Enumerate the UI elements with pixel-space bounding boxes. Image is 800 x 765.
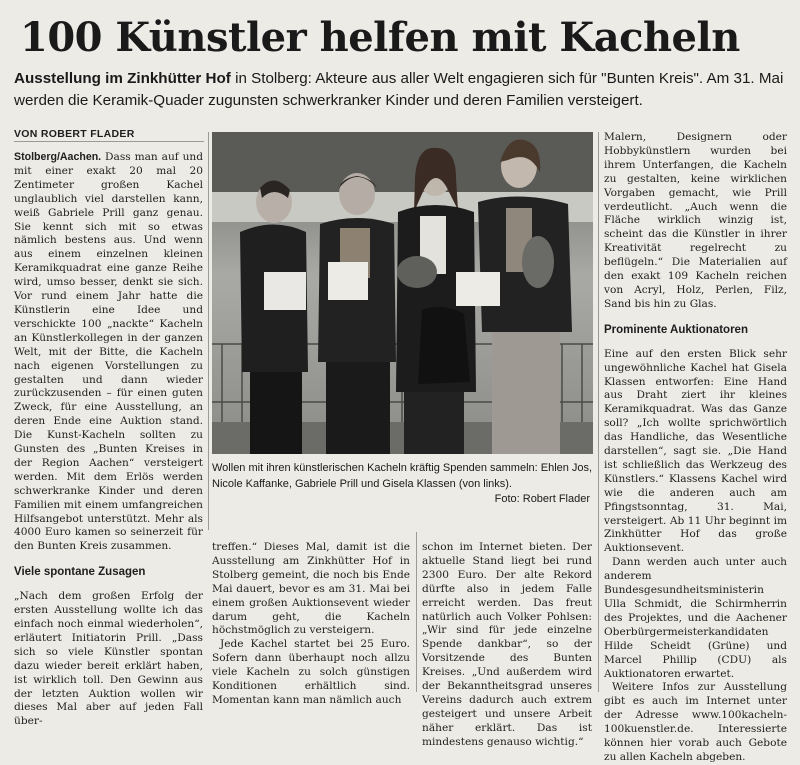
article-column-4: [604, 131, 787, 765]
article-column-2: [212, 541, 410, 708]
subhead-bold: Ausstellung im Zinkhütter Hof: [14, 70, 231, 87]
column-rule: [598, 132, 599, 692]
paragraph: „Nach dem großen Erfolg der ersten Ausstellung wollte ich das einfach noch einmal wiederholen“, erläutert Initiatorin Prill. „Dass sich so viele Künstler spontan dazu wieder bereit erklärt haben, ist wirklich toll. Den Gewinn aus der letzten Auktion wollen wir dieses Mal aber auf jeden Fall über-: [14, 590, 203, 728]
article-photo: [212, 132, 593, 454]
column-rule: [416, 532, 417, 692]
photo-caption: [212, 461, 600, 508]
caption-text: Wollen mit ihren künstlerischen Kacheln kräftig Spenden sammeln: Ehlen Jos, Nicole Kaffanke, Gabriele Prill und Gisela Klassen (von links).: [212, 462, 593, 490]
headline: 100 Künstler helfen mit Kacheln: [20, 14, 740, 61]
dateline: Stolberg/Aachen.: [14, 151, 102, 163]
section-heading: Prominente Auktionatoren: [604, 323, 748, 336]
subheadline: [14, 68, 790, 112]
paragraph: Weitere Infos zur Ausstellung gibt es auch im Internet unter der Adresse www.100kacheln-100kuenstler.de. Interessierte können hier vorab auch Gebote zu allen Kacheln abgeben.: [604, 681, 787, 763]
paragraph: Eine auf den ersten Blick sehr ungewöhnliche Kachel hat Gisela Klassen entworfen: Eine Hand aus Draht ziert ihr kleines Keramikquadrat. Was das Ganze soll? „Ich wollte sprichwörtlich das Handliche, das Wesentliche darstellen“, sagt sie. „Die Hand ist schließlich das Werkzeug des Künstlers.“ Klassens Kachel wird wie die anderen auch am Pfingstsonntag, 31. Mai, versteigert. Ab 11 Uhr beginnt im Zinkhütter Hof das große Auktionsevent.: [604, 347, 787, 555]
byline-rule: [14, 141, 204, 142]
paragraph-text: Dass man auf und mit einer exakt 20 mal 20 Zentimeter großen Kachel unglaublich viel darstellen kann, weiß Gabriele Prill ganz genau. Sie kennt sich mit so etwas nämlich bestens aus. Und wenn aus einem einzelnen kleinen Keramikquadrat eine ganze Reihe wird, umso besser, denkt sie sich. Vor rund einem Jahr hatte die Künstlerin eine Idee und verschickte 100 „nackte“ Kacheln an Künstlerkollegen in der ganzen Welt, mit der Bitte, die Kacheln nach eigenen Vorstellungen zu gestalten und dann wieder zurückzusenden – für einen guten Zweck, für eine Ausstellung, an deren Ende eine Auktion stand. Die Kunst-Kacheln sollten zu Gunsten des „Bunten Kreises in der Region Aachen“ versteigert werden. Mit dem Erlös werden schwerkranke Kinder und deren Familien mit einem umfangreichen Hilfsangebot unterstützt. Mehr als 4000 Euro kamen so seinerzeit für den Bunten Kreis zusammen.: [14, 151, 203, 553]
article-column-3: [422, 541, 592, 750]
author-byline: VON ROBERT FLADER: [14, 128, 135, 140]
paragraph: Jede Kachel startet bei 25 Euro. Sofern dann überhaupt noch allzu viele Kacheln zu solch günstigen Konditionen erhältlich sind. Momentan kann man nämlich auch: [212, 638, 410, 706]
column-rule: [208, 132, 209, 530]
paragraph: treffen.“ Dieses Mal, damit ist die Ausstellung am Zinkhütter Hof in Stolberg gemeint, die noch bis Ende Mai dauert, bevor es am 31. Mai bei einem großen Auktionsevent wieder darum geht, die Kacheln höchstmöglich zu versteigern.: [212, 541, 410, 637]
article-column-1: [14, 151, 203, 729]
photo-credit: Foto: Robert Flader: [494, 493, 590, 505]
paragraph: Malern, Designern oder Hobbykünstlern wurden bei ihrem Unterfangen, die Kacheln zu gestalten, keine wirklichen Vorgaben gemacht, wie Prill verdeutlicht. „Auch wenn die Fläche wirklich winzig ist, scheint das die Künstler in ihrer Kreativität regelrecht zu beflügeln.“ Die Materialien auf den exakt 109 Kacheln reichen von Acryl, Holz, Perlen, Filz, Sand bis hin zu Glas.: [604, 131, 787, 310]
photo-image: [212, 132, 593, 454]
subhead-text: in Stolberg: Akteure aus aller Welt engagieren sich für "Bunten Kreis". Am 31. Mai werden die Keramik-Quader zugunsten schwerkranker Kinder und deren Familien versteigert.: [14, 70, 784, 109]
paragraph: schon im Internet bieten. Der aktuelle Stand liegt bei rund 2300 Euro. Der alte Rekord dürfte also in jedem Falle erreicht werden. Das freut natürlich auch Volker Pohlsen: „Wir sind für jede einzelne Spende dankbar“, so der Vorsitzende des Bunten Kreises. „Und außerdem wird der Bekanntheitsgrad unseres Vereins dadurch auch extrem gesteigert und unsere Arbeit näher erklärt. Das ist mindestens genauso wichtig.“: [422, 541, 592, 748]
section-heading: Viele spontane Zusagen: [14, 566, 146, 579]
paragraph: [14, 151, 203, 554]
paragraph: Dann werden auch unter auch anderem Bundesgesundheitsministerin Ulla Schmidt, die Schirmherrin des Projektes, und die Aachener Oberbürgermeisterkandidaten Hilde Scheidt (Grüne) und Marcel Phillip (CDU) als Auktionatoren erwartet.: [604, 556, 787, 680]
